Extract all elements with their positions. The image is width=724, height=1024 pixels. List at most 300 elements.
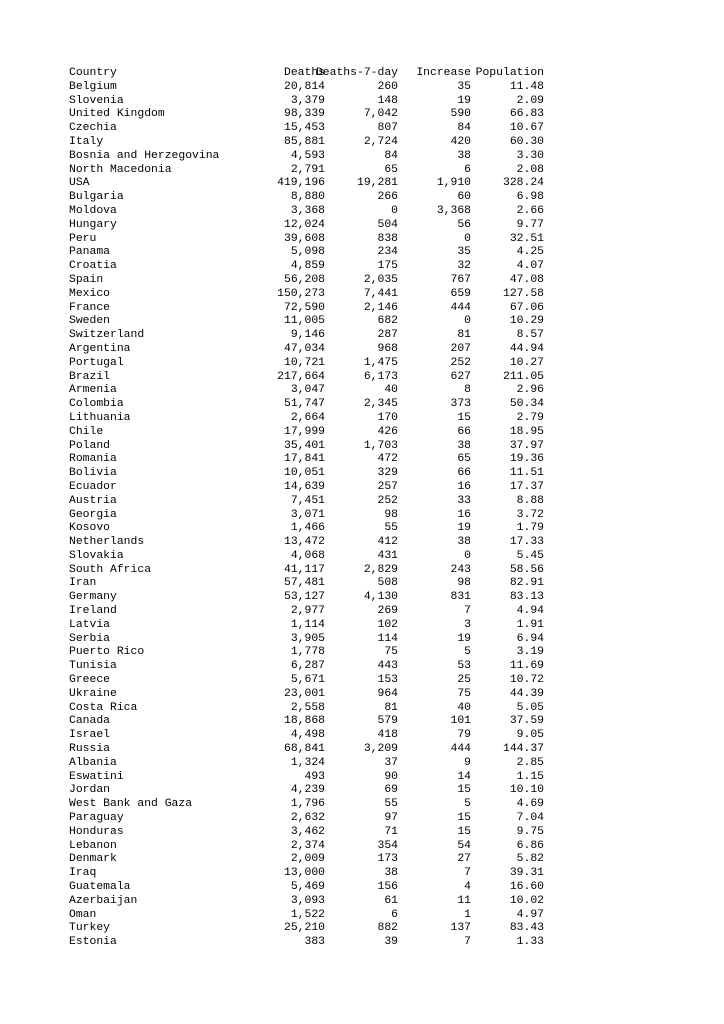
cell-deaths-7-day: 2,829 [363, 563, 398, 576]
table-row [0, 784, 724, 798]
cell-increase: 767 [450, 273, 471, 286]
table-row [0, 384, 724, 398]
cell-deaths: 68,841 [283, 743, 325, 756]
cell-deaths-7-day: 2,345 [363, 398, 398, 411]
cell-deaths: 2,009 [290, 853, 325, 866]
cell-increase: 627 [450, 370, 471, 383]
cell-population: 1.33 [516, 936, 544, 949]
cell-deaths-7-day: 156 [377, 881, 398, 894]
cell-deaths-7-day: 175 [377, 260, 398, 273]
table-row [0, 233, 724, 247]
cell-deaths: 53,127 [283, 591, 325, 604]
cell-deaths: 13,000 [283, 867, 325, 880]
cell-population: 11.51 [509, 467, 544, 480]
table-row [0, 177, 724, 191]
table-row [0, 674, 724, 688]
table-row [0, 343, 724, 357]
cell-country: Ireland [69, 605, 117, 618]
table-row [0, 936, 724, 950]
cell-country: Denmark [69, 853, 117, 866]
cell-country: Portugal [69, 356, 124, 369]
cell-deaths: 3,093 [290, 894, 325, 907]
cell-country: Bosnia and Herzegovina [69, 149, 220, 162]
cell-increase: 66 [457, 467, 471, 480]
cell-deaths: 1,522 [290, 908, 325, 921]
covid-deaths-table [0, 67, 724, 950]
table-row [0, 219, 724, 233]
table-row [0, 798, 724, 812]
cell-deaths-7-day: 472 [377, 453, 398, 466]
cell-deaths-7-day: 61 [384, 894, 398, 907]
cell-country: Paraguay [69, 812, 124, 825]
table-row [0, 826, 724, 840]
cell-population: 5.82 [516, 853, 544, 866]
table-row [0, 440, 724, 454]
cell-increase: 137 [450, 922, 471, 935]
cell-country: West Bank and Gaza [69, 798, 193, 811]
cell-deaths: 57,481 [283, 577, 325, 590]
cell-country: Israel [69, 729, 111, 742]
cell-population: 127.58 [502, 287, 544, 300]
cell-deaths-7-day: 252 [377, 494, 398, 507]
cell-increase: 659 [450, 287, 471, 300]
cell-country: North Macedonia [69, 163, 172, 176]
cell-deaths: 13,472 [283, 536, 325, 549]
cell-population: 7.04 [516, 812, 544, 825]
cell-country: Lithuania [69, 411, 131, 424]
cell-deaths: 3,071 [290, 508, 325, 521]
cell-increase: 7 [464, 605, 471, 618]
cell-deaths: 217,664 [277, 370, 325, 383]
cell-increase: 35 [457, 246, 471, 259]
cell-country: South Africa [69, 563, 152, 576]
cell-deaths-7-day: 1,475 [363, 356, 398, 369]
cell-increase: 207 [450, 342, 471, 355]
cell-deaths: 17,841 [283, 453, 325, 466]
cell-country: Slovenia [69, 94, 124, 107]
cell-deaths: 1,778 [290, 646, 325, 659]
cell-country: Guatemala [69, 881, 131, 894]
cell-population: 83.13 [509, 591, 544, 604]
cell-deaths: 41,117 [283, 563, 325, 576]
cell-country: Albania [69, 756, 117, 769]
cell-deaths-7-day: 39 [384, 936, 398, 949]
cell-deaths-7-day: 55 [384, 522, 398, 535]
cell-deaths-7-day: 84 [384, 149, 398, 162]
table-row [0, 619, 724, 633]
table-row [0, 922, 724, 936]
cell-population: 58.56 [509, 563, 544, 576]
cell-deaths: 3,905 [290, 632, 325, 645]
cell-deaths: 1,114 [290, 618, 325, 631]
table-row [0, 688, 724, 702]
cell-population: 18.95 [509, 425, 544, 438]
cell-deaths: 6,287 [290, 660, 325, 673]
table-row [0, 729, 724, 743]
cell-deaths: 419,196 [277, 177, 325, 190]
cell-deaths: 3,379 [290, 94, 325, 107]
cell-increase: 65 [457, 453, 471, 466]
cell-deaths-7-day: 838 [377, 232, 398, 245]
table-row [0, 164, 724, 178]
cell-country: Hungary [69, 218, 117, 231]
cell-deaths: 85,881 [283, 135, 325, 148]
table-row [0, 509, 724, 523]
cell-increase: 15 [457, 411, 471, 424]
cell-deaths: 51,747 [283, 398, 325, 411]
table-row [0, 564, 724, 578]
cell-population: 10.29 [509, 315, 544, 328]
cell-deaths: 4,498 [290, 729, 325, 742]
table-row [0, 412, 724, 426]
cell-increase: 373 [450, 398, 471, 411]
cell-population: 4.25 [516, 246, 544, 259]
cell-deaths-7-day: 55 [384, 798, 398, 811]
cell-increase: 0 [464, 232, 471, 245]
table-row [0, 274, 724, 288]
cell-country: Chile [69, 425, 104, 438]
cell-deaths-7-day: 19,281 [356, 177, 398, 190]
cell-country: Austria [69, 494, 117, 507]
cell-increase: 5 [464, 646, 471, 659]
cell-country: Germany [69, 591, 117, 604]
cell-country: Serbia [69, 632, 111, 645]
cell-increase: 15 [457, 825, 471, 838]
cell-increase: 6 [464, 163, 471, 176]
cell-country: Latvia [69, 618, 111, 631]
cell-deaths: 5,469 [290, 881, 325, 894]
cell-deaths-7-day: 3,209 [363, 743, 398, 756]
cell-country: Bulgaria [69, 191, 124, 204]
cell-deaths-7-day: 431 [377, 549, 398, 562]
cell-population: 6.98 [516, 191, 544, 204]
cell-increase: 32 [457, 260, 471, 273]
cell-increase: 1,910 [436, 177, 471, 190]
cell-deaths-7-day: 882 [377, 922, 398, 935]
table-row [0, 840, 724, 854]
cell-increase: 56 [457, 218, 471, 231]
cell-deaths-7-day: 37 [384, 756, 398, 769]
cell-increase: 590 [450, 108, 471, 121]
cell-increase: 1 [464, 908, 471, 921]
cell-deaths: 56,208 [283, 273, 325, 286]
cell-deaths: 14,639 [283, 480, 325, 493]
table-row [0, 895, 724, 909]
cell-population: 9.75 [516, 825, 544, 838]
cell-population: 211.05 [502, 370, 544, 383]
cell-increase: 79 [457, 729, 471, 742]
table-row [0, 702, 724, 716]
cell-population: 3.72 [516, 508, 544, 521]
cell-country: Oman [69, 908, 97, 921]
table-row [0, 495, 724, 509]
cell-deaths-7-day: 287 [377, 329, 398, 342]
table-row [0, 150, 724, 164]
table-row [0, 605, 724, 619]
cell-deaths: 12,024 [283, 218, 325, 231]
table-row [0, 522, 724, 536]
cell-country: Ecuador [69, 480, 117, 493]
cell-deaths: 383 [304, 936, 325, 949]
cell-deaths-7-day: 0 [391, 204, 398, 217]
cell-increase: 3,368 [436, 204, 471, 217]
cell-deaths-7-day: 40 [384, 384, 398, 397]
header-deaths: Deaths [283, 67, 325, 79]
cell-deaths: 1,466 [290, 522, 325, 535]
table-row [0, 260, 724, 274]
cell-country: Moldova [69, 204, 117, 217]
cell-increase: 16 [457, 508, 471, 521]
cell-increase: 0 [464, 549, 471, 562]
cell-deaths: 4,859 [290, 260, 325, 273]
cell-deaths-7-day: 964 [377, 687, 398, 700]
cell-deaths-7-day: 2,035 [363, 273, 398, 286]
cell-deaths-7-day: 354 [377, 839, 398, 852]
cell-increase: 75 [457, 687, 471, 700]
cell-country: Belgium [69, 80, 117, 93]
table-row [0, 867, 724, 881]
cell-population: 2.66 [516, 204, 544, 217]
table-row [0, 771, 724, 785]
cell-increase: 25 [457, 674, 471, 687]
cell-deaths-7-day: 807 [377, 122, 398, 135]
table-body [0, 81, 724, 950]
cell-increase: 9 [464, 756, 471, 769]
table-row [0, 122, 724, 136]
cell-country: Iran [69, 577, 97, 590]
cell-deaths: 3,462 [290, 825, 325, 838]
cell-country: Turkey [69, 922, 111, 935]
cell-deaths: 4,593 [290, 149, 325, 162]
table-row [0, 881, 724, 895]
cell-deaths: 2,632 [290, 812, 325, 825]
cell-country: Netherlands [69, 536, 145, 549]
cell-deaths: 47,034 [283, 342, 325, 355]
cell-deaths: 2,558 [290, 701, 325, 714]
table-row [0, 481, 724, 495]
cell-deaths: 3,368 [290, 204, 325, 217]
cell-increase: 420 [450, 135, 471, 148]
table-row [0, 536, 724, 550]
cell-country: Iraq [69, 867, 97, 880]
cell-population: 4.69 [516, 798, 544, 811]
cell-increase: 84 [457, 122, 471, 135]
cell-population: 32.51 [509, 232, 544, 245]
cell-population: 44.94 [509, 342, 544, 355]
table-row [0, 853, 724, 867]
cell-country: Sweden [69, 315, 111, 328]
cell-deaths-7-day: 682 [377, 315, 398, 328]
cell-deaths-7-day: 7,042 [363, 108, 398, 121]
cell-population: 17.33 [509, 536, 544, 549]
cell-population: 8.88 [516, 494, 544, 507]
table-row [0, 812, 724, 826]
cell-increase: 53 [457, 660, 471, 673]
table-row [0, 288, 724, 302]
cell-increase: 444 [450, 301, 471, 314]
cell-deaths: 17,999 [283, 425, 325, 438]
table-row [0, 646, 724, 660]
cell-increase: 33 [457, 494, 471, 507]
cell-population: 4.07 [516, 260, 544, 273]
cell-deaths-7-day: 6,173 [363, 370, 398, 383]
cell-deaths-7-day: 170 [377, 411, 398, 424]
cell-country: Tunisia [69, 660, 117, 673]
cell-deaths: 5,671 [290, 674, 325, 687]
cell-country: Peru [69, 232, 97, 245]
cell-deaths-7-day: 412 [377, 536, 398, 549]
table-row [0, 398, 724, 412]
cell-deaths-7-day: 81 [384, 701, 398, 714]
cell-country: Kosovo [69, 522, 111, 535]
cell-deaths-7-day: 6 [391, 908, 398, 921]
cell-population: 5.45 [516, 549, 544, 562]
cell-increase: 101 [450, 715, 471, 728]
cell-deaths: 4,239 [290, 784, 325, 797]
cell-population: 1.15 [516, 770, 544, 783]
cell-population: 2.85 [516, 756, 544, 769]
header-deaths-7-day: Deaths-7-day [315, 67, 398, 79]
cell-deaths: 493 [304, 770, 325, 783]
table-row [0, 81, 724, 95]
cell-deaths: 98,339 [283, 108, 325, 121]
cell-population: 11.48 [509, 80, 544, 93]
table-row [0, 302, 724, 316]
cell-population: 1.79 [516, 522, 544, 535]
header-increase: Increase [416, 67, 471, 79]
cell-population: 8.57 [516, 329, 544, 342]
cell-country: Croatia [69, 260, 117, 273]
cell-deaths-7-day: 579 [377, 715, 398, 728]
cell-deaths: 4,068 [290, 549, 325, 562]
table-row [0, 357, 724, 371]
cell-country: Armenia [69, 384, 117, 397]
cell-deaths-7-day: 114 [377, 632, 398, 645]
cell-increase: 98 [457, 577, 471, 590]
cell-deaths: 10,051 [283, 467, 325, 480]
table-row [0, 909, 724, 923]
cell-population: 6.86 [516, 839, 544, 852]
cell-population: 83.43 [509, 922, 544, 935]
cell-increase: 7 [464, 936, 471, 949]
cell-deaths: 2,791 [290, 163, 325, 176]
cell-country: Poland [69, 439, 111, 452]
cell-increase: 38 [457, 149, 471, 162]
cell-country: Argentina [69, 342, 131, 355]
cell-country: Jordan [69, 784, 111, 797]
table-row [0, 205, 724, 219]
cell-population: 16.60 [509, 881, 544, 894]
cell-deaths: 25,210 [283, 922, 325, 935]
cell-deaths-7-day: 257 [377, 480, 398, 493]
cell-country: Ukraine [69, 687, 117, 700]
cell-increase: 243 [450, 563, 471, 576]
table-row [0, 136, 724, 150]
cell-country: Azerbaijan [69, 894, 138, 907]
table-row [0, 743, 724, 757]
cell-increase: 54 [457, 839, 471, 852]
cell-deaths: 1,324 [290, 756, 325, 769]
cell-country: Czechia [69, 122, 117, 135]
cell-population: 17.37 [509, 480, 544, 493]
cell-country: France [69, 301, 111, 314]
cell-deaths-7-day: 2,146 [363, 301, 398, 314]
header-population: Population [475, 67, 544, 79]
cell-increase: 38 [457, 536, 471, 549]
cell-deaths: 18,868 [283, 715, 325, 728]
cell-country: Brazil [69, 370, 111, 383]
cell-increase: 19 [457, 94, 471, 107]
cell-country: Bolivia [69, 467, 117, 480]
cell-deaths-7-day: 65 [384, 163, 398, 176]
table-row [0, 95, 724, 109]
cell-country: Estonia [69, 936, 117, 949]
cell-deaths: 2,374 [290, 839, 325, 852]
cell-deaths-7-day: 329 [377, 467, 398, 480]
cell-deaths-7-day: 269 [377, 605, 398, 618]
cell-population: 11.69 [509, 660, 544, 673]
cell-deaths: 72,590 [283, 301, 325, 314]
cell-increase: 38 [457, 439, 471, 452]
cell-population: 82.91 [509, 577, 544, 590]
cell-population: 4.94 [516, 605, 544, 618]
cell-increase: 4 [464, 881, 471, 894]
cell-deaths-7-day: 90 [384, 770, 398, 783]
cell-increase: 40 [457, 701, 471, 714]
cell-deaths-7-day: 234 [377, 246, 398, 259]
table-row [0, 633, 724, 647]
cell-increase: 35 [457, 80, 471, 93]
cell-increase: 8 [464, 384, 471, 397]
cell-deaths-7-day: 69 [384, 784, 398, 797]
cell-deaths: 2,977 [290, 605, 325, 618]
table-row [0, 191, 724, 205]
cell-increase: 3 [464, 618, 471, 631]
cell-deaths-7-day: 102 [377, 618, 398, 631]
cell-deaths: 5,098 [290, 246, 325, 259]
cell-deaths-7-day: 266 [377, 191, 398, 204]
table-row [0, 108, 724, 122]
cell-country: Lebanon [69, 839, 117, 852]
cell-population: 2.79 [516, 411, 544, 424]
cell-population: 39.31 [509, 867, 544, 880]
cell-population: 60.30 [509, 135, 544, 148]
cell-population: 10.72 [509, 674, 544, 687]
cell-increase: 66 [457, 425, 471, 438]
cell-population: 2.09 [516, 94, 544, 107]
table-row [0, 467, 724, 481]
cell-country: Mexico [69, 287, 111, 300]
cell-population: 4.97 [516, 908, 544, 921]
cell-deaths-7-day: 443 [377, 660, 398, 673]
cell-population: 10.67 [509, 122, 544, 135]
table-header [0, 67, 724, 81]
cell-country: Costa Rica [69, 701, 138, 714]
cell-deaths: 39,608 [283, 232, 325, 245]
table-row [0, 315, 724, 329]
cell-deaths: 7,451 [290, 494, 325, 507]
cell-increase: 0 [464, 315, 471, 328]
cell-deaths-7-day: 260 [377, 80, 398, 93]
cell-population: 1.91 [516, 618, 544, 631]
cell-deaths: 9,146 [290, 329, 325, 342]
cell-deaths: 8,880 [290, 191, 325, 204]
cell-deaths: 20,814 [283, 80, 325, 93]
cell-deaths-7-day: 97 [384, 812, 398, 825]
cell-deaths-7-day: 504 [377, 218, 398, 231]
cell-population: 3.19 [516, 646, 544, 659]
cell-population: 144.37 [502, 743, 544, 756]
